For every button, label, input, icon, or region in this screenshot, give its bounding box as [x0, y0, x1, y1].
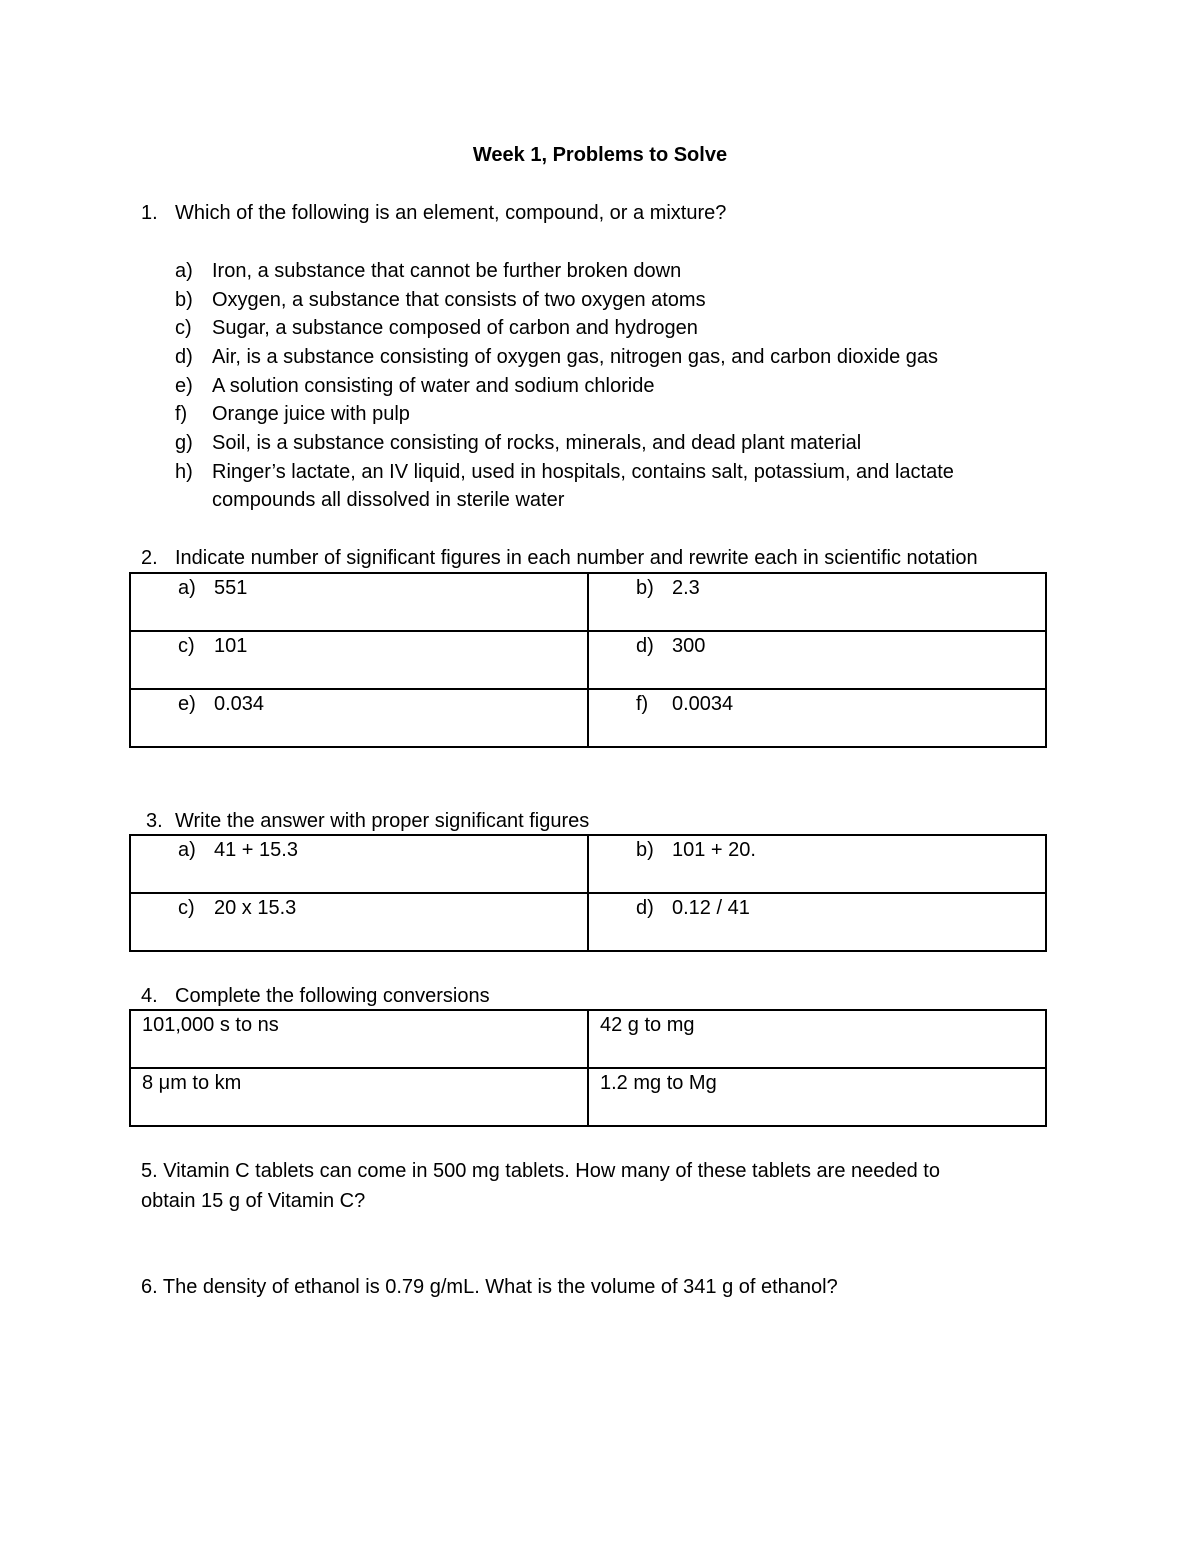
- question-2: [141, 547, 978, 570]
- cell-value: 0.0034: [672, 693, 734, 715]
- cell-value: 551: [214, 577, 248, 599]
- table-cell[interactable]: [588, 631, 1046, 689]
- table-cell[interactable]: [130, 631, 588, 689]
- list-item-continuation: compounds all dissolved in sterile water: [212, 489, 565, 511]
- item-letter: b): [175, 289, 193, 311]
- question-text: Indicate number of significant figures in each number and rewrite each in scientific notation: [175, 547, 978, 569]
- cell-value: 300: [672, 635, 706, 657]
- question-text: The density of ethanol is 0.79 g/mL. What is the volume of 341 g of ethanol?: [162, 1276, 838, 1298]
- cell-value: 8 μm to km: [142, 1072, 242, 1094]
- cell-letter: a): [178, 577, 196, 599]
- cell-letter: f): [636, 693, 649, 715]
- question-4: [141, 985, 490, 1008]
- table-cell[interactable]: [130, 835, 588, 893]
- cell-letter: b): [636, 839, 654, 861]
- item-text: Iron, a substance that cannot be further broken down: [212, 260, 682, 282]
- table-cell[interactable]: [588, 573, 1046, 631]
- question-number: 5.: [141, 1160, 158, 1182]
- table-cell[interactable]: [130, 893, 588, 951]
- item-letter: e): [175, 375, 193, 397]
- table-cell[interactable]: [130, 1068, 588, 1126]
- cell-value: 101 + 20.: [672, 839, 756, 861]
- item-text: Soil, is a substance consisting of rocks, minerals, and dead plant material: [212, 432, 862, 454]
- question-text: Which of the following is an element, compound, or a mixture?: [175, 202, 727, 224]
- question-1: [141, 202, 726, 225]
- cell-value: 101,000 s to ns: [142, 1014, 279, 1036]
- item-letter: c): [175, 317, 192, 339]
- cell-value: 0.034: [214, 693, 265, 715]
- cell-letter: d): [636, 635, 654, 657]
- question-5-line-2: obtain 15 g of Vitamin C?: [141, 1190, 366, 1212]
- question-5: [141, 1160, 940, 1183]
- item-letter: g): [175, 432, 193, 454]
- question-text: Complete the following conversions: [175, 985, 490, 1007]
- question-number: 1.: [141, 202, 158, 224]
- table-cell[interactable]: [588, 835, 1046, 893]
- table-cell[interactable]: [588, 1010, 1046, 1068]
- page-title: Week 1, Problems to Solve: [472, 144, 728, 166]
- table-cell[interactable]: [588, 1068, 1046, 1126]
- question-number: 3.: [146, 810, 163, 832]
- item-letter: d): [175, 346, 193, 368]
- question-3: [146, 810, 589, 833]
- question-number: 6.: [141, 1276, 158, 1298]
- cell-value: 0.12 / 41: [672, 897, 750, 919]
- table-cell[interactable]: [130, 689, 588, 747]
- table-cell[interactable]: [588, 893, 1046, 951]
- table-cell[interactable]: [130, 1010, 588, 1068]
- table-cell[interactable]: [588, 689, 1046, 747]
- item-text: Oxygen, a substance that consists of two oxygen atoms: [212, 289, 706, 311]
- item-letter: f): [175, 403, 188, 425]
- question-6: [141, 1276, 838, 1299]
- sig-fig-answer-table: [129, 834, 1047, 952]
- cell-letter: b): [636, 577, 654, 599]
- cell-value: 42 g to mg: [600, 1014, 695, 1036]
- question-number: 2.: [141, 547, 158, 569]
- question-text: Vitamin C tablets can come in 500 mg tablets. How many of these tablets are needed to: [163, 1160, 940, 1182]
- item-letter: a): [175, 260, 193, 282]
- item-letter: h): [175, 461, 193, 483]
- cell-letter: e): [178, 693, 196, 715]
- item-text: A solution consisting of water and sodium chloride: [212, 375, 655, 397]
- conversion-table: [129, 1009, 1047, 1127]
- cell-letter: c): [178, 635, 195, 657]
- sig-fig-table: [129, 572, 1047, 748]
- cell-letter: d): [636, 897, 654, 919]
- item-text: Orange juice with pulp: [212, 403, 410, 425]
- item-text: Sugar, a substance composed of carbon and hydrogen: [212, 317, 698, 339]
- cell-value: 1.2 mg to Mg: [600, 1072, 717, 1094]
- cell-value: 41 + 15.3: [214, 839, 298, 861]
- cell-value: 2.3: [672, 577, 700, 599]
- item-text: Ringer’s lactate, an IV liquid, used in hospitals, contains salt, potassium, and lactate: [212, 461, 954, 483]
- cell-letter: a): [178, 839, 196, 861]
- item-text: Air, is a substance consisting of oxygen gas, nitrogen gas, and carbon dioxide gas: [212, 346, 939, 368]
- cell-letter: c): [178, 897, 195, 919]
- cell-value: 101: [214, 635, 248, 657]
- cell-value: 20 x 15.3: [214, 897, 297, 919]
- question-number: 4.: [141, 985, 158, 1007]
- question-text: Write the answer with proper significant figures: [175, 810, 590, 832]
- table-cell[interactable]: [130, 573, 588, 631]
